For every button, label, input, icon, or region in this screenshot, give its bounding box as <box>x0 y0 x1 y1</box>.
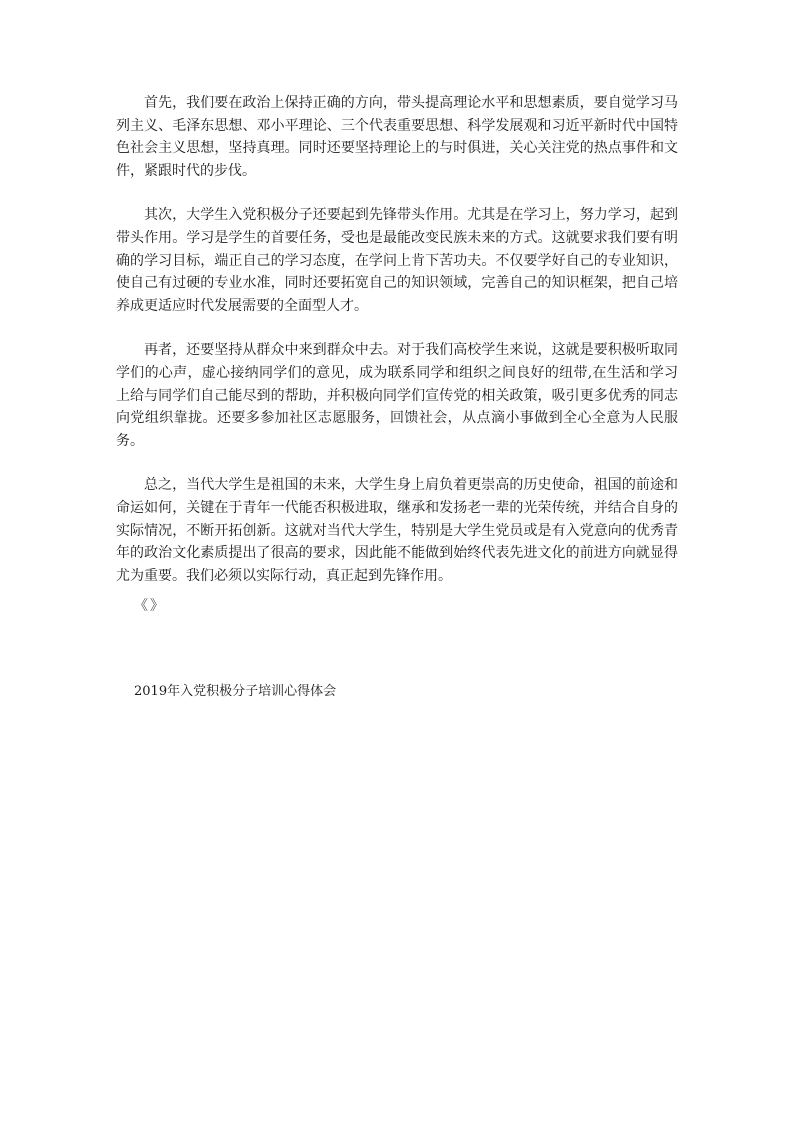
paragraph-third: 再者，还要坚持从群众中来到群众中去。对于我们高校学生来说，这就是要积极听取同学们的心声，虚心接纳同学们的意见，成为联系同学和组织之间良好的纽带,在生活和学习上给与同学们自己能尽到的帮助，并积极向同学们宣传党的相关政策，吸引更多优秀的同志向党组织靠拢。还要多参加社区志愿服务，回馈社会，从点滴小事做到全心全意为人民服务。 <box>116 342 678 449</box>
prev-next-links[interactable]: 《》 <box>134 598 166 614</box>
document-body <box>116 92 678 609</box>
paragraph-second: 其次，大学生入党积极分子还要起到先锋带头作用。尤其是在学习上，努力学习，起到带头作用。学习是学生的首要任务，受也是最能改变民族未来的方式。这就要求我们要有明确的学习目标，端正自己的学习态度，在学问上肯下苦功夫。不仅要学好自己的专业知识，使自己有过硬的专业水准，同时还要拓宽自己的知识领域，完善自己的知识框架，把自己培养成更适应时代发展需要的全面型人才。 <box>116 207 678 314</box>
paragraph-first: 首先，我们要在政治上保持正确的方向，带头提高理论水平和思想素质，要自觉学习马列主义、毛泽东思想、邓小平理论、三个代表重要思想、科学发展观和习近平新时代中国特色社会主义思想，坚持真理。同时还要坚持理论上的与时俱进，关心关注党的热点事件和文件，紧跟时代的步伐。 <box>116 95 678 179</box>
document-title: 2019年入党积极分子培训心得体会 <box>134 684 337 699</box>
paragraph-fourth: 总之，当代大学生是祖国的未来，大学生身上肩负着更崇高的历史使命，祖国的前途和命运如何，关键在于青年一代能否积极进取，继承和发扬老一辈的光荣传统，并结合自身的实际情况，不断开拓创新。这就对当代大学生，特别是大学生党员或是有入党意向的优秀青年的政治文化素质提出了很高的要求，因此能不能做到始终代表先进文化的前进方向就显得尤为重要。我们必须以实际行动，真正起到先锋作用。 <box>116 477 678 584</box>
